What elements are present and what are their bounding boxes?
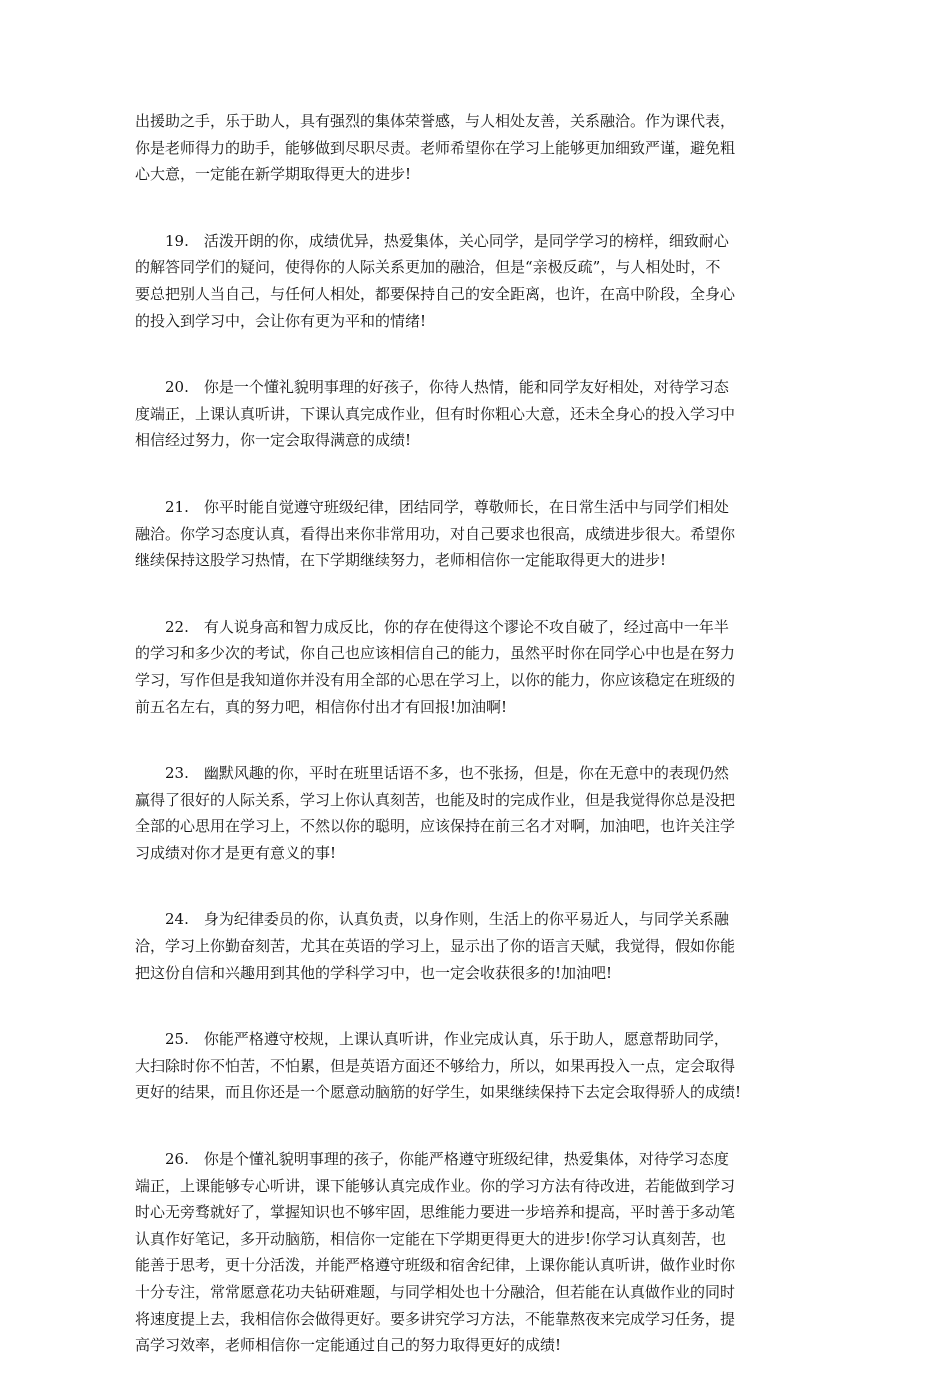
text-line: 十分专注，常常愿意花功夫钻研难题，与同学相处也十分融洽，但若能在认真做作业的同时 bbox=[135, 1283, 736, 1301]
text-line: 习成绩对你才是更有意义的事! bbox=[135, 843, 337, 862]
text-line: 20. 你是一个懂礼貌明事理的好孩子，你待人热情，能和同学友好相处，对待学习态 bbox=[135, 378, 729, 397]
text-line: 要总把别人当自己，与任何人相处，都要保持自己的安全距离，也许，在高中阶段，全身心 bbox=[135, 284, 736, 303]
text-line: 更好的结果，而且你还是一个愿意动脑筋的好学生，如果继续保持下去定会取得骄人的成绩! bbox=[135, 1083, 742, 1102]
text-line: 25. 你能严格遵守校规，上课认真听讲，作业完成认真，乐于助人，愿意帮助同学， bbox=[135, 1030, 729, 1049]
text-line: 大扫除时你不怕苦，不怕累，但是英语方面还不够给力，所以，如果再投入一点，定会取得 bbox=[135, 1056, 736, 1075]
text-line: 全部的心思用在学习上，不然以你的聪明，应该保持在前三名才对啊，加油吧，也许关注学 bbox=[135, 817, 736, 836]
text-line: 24. 身为纪律委员的你，认真负责，以身作则，生活上的你平易近人，与同学关系融 bbox=[135, 910, 729, 929]
text-line: 心大意，一定能在新学期取得更大的进步! bbox=[135, 165, 412, 184]
text-line: 出援助之手，乐于助人，具有强烈的集体荣誉感，与人相处友善，关系融洽。作为课代表， bbox=[135, 112, 736, 130]
text-line: 的解答同学们的疑问，使得你的人际关系更加的融洽，但是“亲极反疏”，与人相处时，不 bbox=[135, 258, 721, 277]
text-line: 19. 活泼开朗的你，成绩优异，热爱集体，关心同学，是同学学习的榜样，细致耐心 bbox=[135, 231, 729, 250]
comment-paragraph-24 bbox=[135, 906, 825, 986]
text-line: 前五名左右，真的努力吧，相信你付出才有回报!加油啊! bbox=[135, 697, 508, 716]
text-line: 你是老师得力的助手，能够做到尽职尽责。老师希望你在学习上能够更加细致严谨，避免粗 bbox=[135, 138, 736, 157]
text-line: 度端正，上课认真听讲，下课认真完成作业，但有时你粗心大意，还未全身心的投入学习中 bbox=[135, 404, 736, 423]
text-line: 时心无旁骛就好了，掌握知识也不够牢固，思维能力要进一步培养和提高，平时善于多动笔 bbox=[135, 1203, 736, 1222]
text-line: 26. 你是个懂礼貌明事理的孩子，你能严格遵守班级纪律，热爱集体，对待学习态度 bbox=[135, 1150, 729, 1169]
text-line: 洽，学习上你勤奋刻苦，尤其在英语的学习上，显示出了你的语言天赋，我觉得，假如你能 bbox=[135, 937, 736, 956]
text-line: 22. 有人说身高和智力成反比，你的存在使得这个谬论不攻自破了，经过高中一年半 bbox=[135, 617, 729, 636]
text-line: 继续保持这股学习热情，在下学期继续努力，老师相信你一定能取得更大的进步! bbox=[135, 551, 667, 570]
text-line: 融洽。你学习态度认真，看得出来你非常用功，对自己要求也很高，成绩进步很大。希望你 bbox=[135, 524, 736, 543]
text-line: 高学习效率，老师相信你一定能通过自己的努力取得更好的成绩! bbox=[135, 1336, 562, 1355]
comment-paragraph-25 bbox=[135, 1026, 825, 1106]
text-line: 把这份自信和兴趣用到其他的学科学习中，也一定会收获很多的!加油吧! bbox=[135, 963, 613, 982]
comment-paragraph-26 bbox=[135, 1146, 825, 1359]
text-line: 21. 你平时能自觉遵守班级纪律，团结同学，尊敬师长，在日常生活中与同学们相处 bbox=[135, 497, 729, 516]
text-line: 学习，写作但是我知道你并没有用全部的心思在学习上，以你的能力，你应该稳定在班级的 bbox=[135, 670, 736, 689]
text-line: 赢得了很好的人际关系，学习上你认真刻苦，也能及时的完成作业，但是我觉得你总是没把 bbox=[135, 790, 736, 809]
text-line: 23. 幽默风趣的你，平时在班里话语不多，也不张扬，但是，你在无意中的表现仍然 bbox=[135, 764, 729, 783]
text-line: 端正，上课能够专心听讲，课下能够认真完成作业。你的学习方法有待改进，若能做到学习 bbox=[135, 1176, 736, 1195]
comment-paragraph-22 bbox=[135, 614, 825, 720]
text-line: 认真作好笔记，多开动脑筋，相信你一定能在下学期更得更大的进步!你学习认真刻苦，也 bbox=[135, 1229, 727, 1248]
text-line: 能善于思考，更十分活泼，并能严格遵守班级和宿舍纪律，上课你能认真听讲，做作业时你 bbox=[135, 1256, 736, 1275]
comment-paragraph-20 bbox=[135, 374, 825, 454]
document-page bbox=[135, 108, 825, 1399]
comment-paragraph-23 bbox=[135, 760, 825, 866]
comment-paragraph-continued bbox=[135, 108, 825, 188]
text-line: 相信经过努力，你一定会取得满意的成绩! bbox=[135, 431, 412, 450]
comment-paragraph-19 bbox=[135, 228, 825, 334]
comment-paragraph-21 bbox=[135, 494, 825, 574]
text-line: 将速度提上去，我相信你会做得更好。要多讲究学习方法，不能靠熬夜来完成学习任务，提 bbox=[135, 1309, 736, 1328]
text-line: 的学习和多少次的考试，你自己也应该相信自己的能力，虽然平时你在同学心中也是在努力 bbox=[135, 644, 736, 663]
text-line: 的投入到学习中，会让你有更为平和的情绪! bbox=[135, 311, 427, 330]
